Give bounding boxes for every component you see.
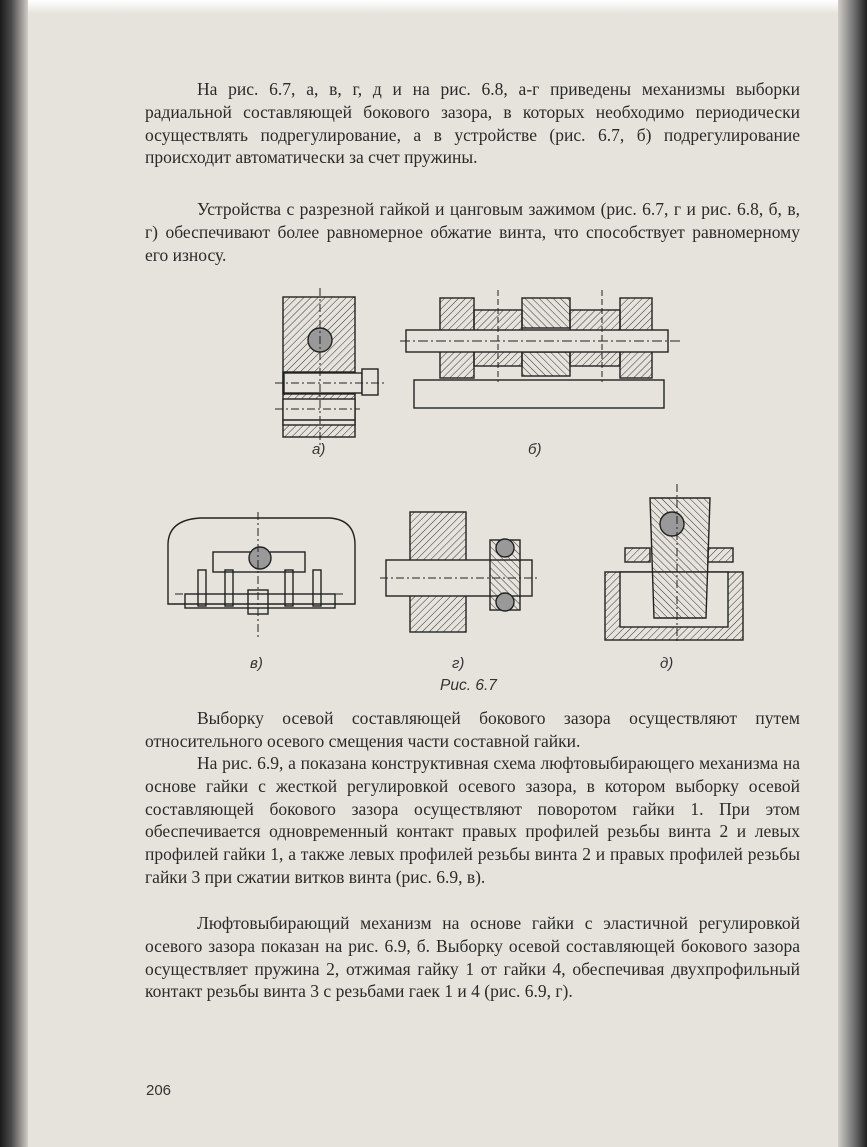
page-top-edge: [28, 0, 838, 14]
figure-label-v: в): [250, 655, 263, 672]
paragraph-3: Выборку осевой составляющей бокового зазора осуществляют путем относительного осевого смещения части составной гайки.: [145, 708, 800, 751]
book-spine-right: [838, 0, 867, 1147]
paragraph-2: Устройства с разрезной гайкой и цанговым зажимом (рис. 6.7, г и рис. 6.8, б, в, г) обеспечивают более равномерное обжатие винта, что способствует равномерному его износу.: [145, 199, 800, 265]
paragraph-4: На рис. 6.9, а показана конструктивная схема люфтовыбирающего механизма на основе гайки с жесткой регулировкой осевого зазора, в котором выборку осевой составляющей бокового зазора осуществляют поворотом гайки 1. При этом обеспечивается одновременный контакт правых профилей резьбы винта 2 и левых профилей гайки 1, а также левых профилей резьбы винта 2 и правых профилей резьбы гайки 3 при сжатии витков винта (рис. 6.9, в).: [145, 753, 800, 887]
paragraph-1: На рис. 6.7, а, в, г, д и на рис. 6.8, а-г приведены механизмы выборки радиальной составляющей бокового зазора, в которых необходимо периодически осуществлять подрегулирование, а в устройстве (рис. 6.7, б) подрегулирование происходит автоматически за счет пружины.: [145, 79, 800, 168]
figure-caption: Рис. 6.7: [440, 677, 497, 694]
figure-label-d: д): [660, 655, 674, 672]
figure-label-a: а): [312, 441, 326, 458]
book-spine-left: [0, 0, 28, 1147]
figure-label-b: б): [528, 441, 542, 458]
figure-label-g: г): [452, 655, 465, 672]
paragraph-5: Люфтовыбирающий механизм на основе гайки с эластичной регулировкой осевого зазора показан на рис. 6.9, б. Выборку осевой составляющей бокового зазора осуществляет пружина 2, отжимая гайку 1 от гайки 4, обеспечивая двухпрофильный контакт резьбы винта 3 с резьбами гаек 1 и 4 (рис. 6.9, г).: [145, 913, 800, 1002]
page-number: 206: [146, 1082, 172, 1099]
